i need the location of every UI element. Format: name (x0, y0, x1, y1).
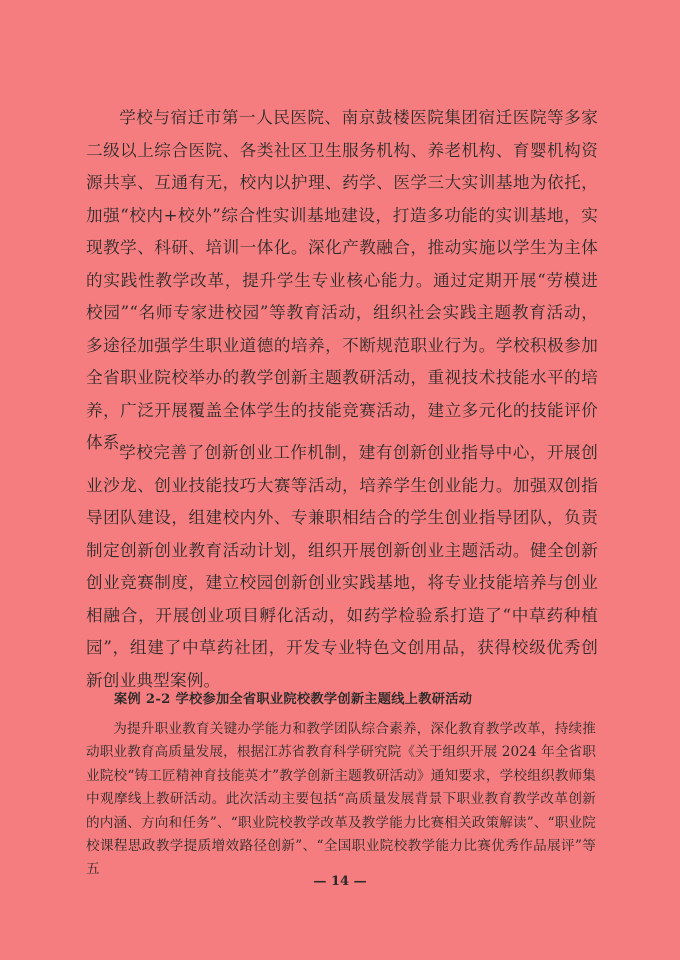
body-paragraph-innovation-entrepreneurship: 学校完善了创新创业工作机制，建有创新创业指导中心，开展创业沙龙、创业技能技巧大赛等活动，培养学生创业能力。加强双创指导团队建设，组建校内外、专兼职相结合的学生创业指导团队，负责制定创新创业教育活动计划，组织开展创新创业主题活动。健全创新创业竞赛制度，建立校园创新创业实践基地，将专业技能培养与创业相融合，开展创业项目孵化活动，如药学检验系打造了“中草药种植园”，组建了中草药社团，开发专业特色文创用品，获得校级优秀创新创业典型案例。 (86, 443, 598, 690)
case-text: 为提升职业教育关键办学能力和教学团队综合素养，深化教育教学改革，持续推动职业教育高质量发展，根据江苏省教育科学研究院《关于组织开展 2024 年全省职业院校“铸工匠精神育技能英才”教学创新主题教研活动》通知要求，学校组织教师集中观摩线上教研活动。此次活动主要包括“高质量发展背景下职业教育教学改革创新的内涵、方向和任务”、“职业院校教学改革及教学能力比赛相关政策解读”、“职业院校课程思政教学提质增效路径创新”、“全国职业院校教学能力比赛优秀作品展评”等五 (86, 721, 596, 878)
case-heading: 案例 2-2 学校参加全省职业院校教学创新主题线上教研活动 (114, 692, 473, 707)
body-paragraph-training-base: 学校与宿迁市第一人民医院、南京鼓楼医院集团宿迁医院等多家二级以上综合医院、各类社区卫生服务机构、养老机构、育婴机构资源共享、互通有无，校内以护理、药学、医学三大实训基地为依托，加强“校内+校外”综合性实训基地建设，打造多功能的实训基地，实现教学、科研、培训一体化。深化产教融合，推动实施以学生为主体的实践性教学改革，提升学生专业核心能力。通过定期开展“劳模进校园”“名师专家进校园”等教育活动，组织社会实践主题教育活动，多途径加强学生职业道德的培养，不断规范职业行为。学校积极参加全省职业院校举办的教学创新主题教研活动，重视技术技能水平的培养，广泛开展覆盖全体学生的技能竞赛活动，建立多元化的技能评价体系。 (86, 108, 598, 452)
page-number: — 14 — (313, 874, 367, 889)
